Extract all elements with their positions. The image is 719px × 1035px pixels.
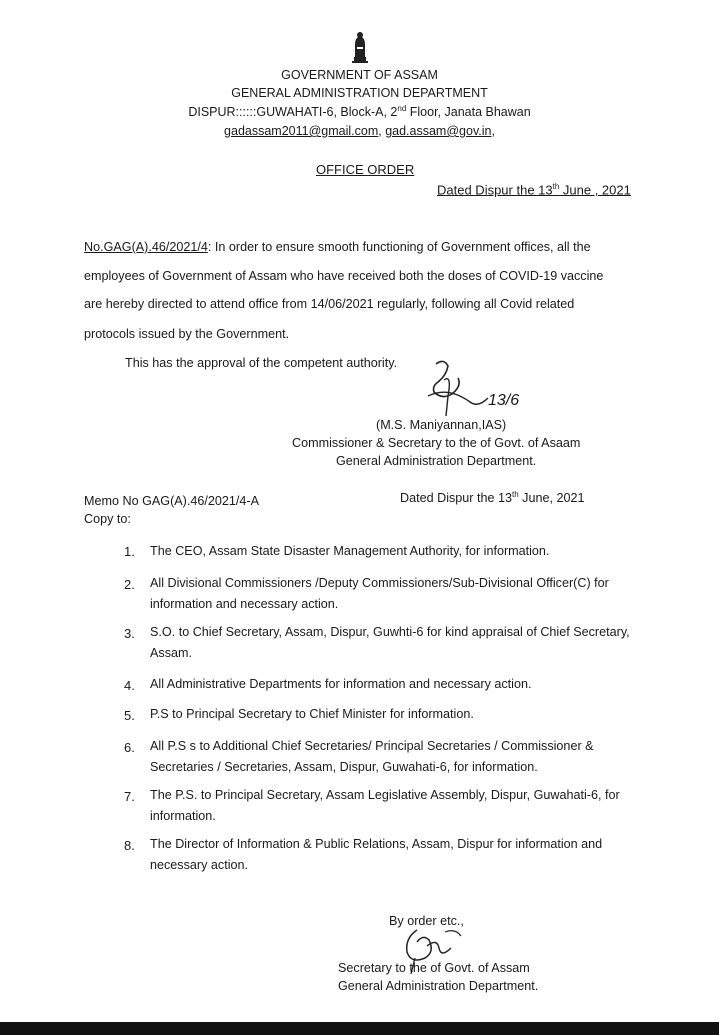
bottom-edge-bar: [0, 1022, 719, 1035]
memo-date: [400, 490, 585, 505]
signatory-department: General Administration Department.: [336, 454, 537, 468]
order-text-1: : In order to ensure smooth functioning of Government offices, all the: [207, 240, 591, 254]
order-body-line-1: [84, 240, 591, 254]
order-date-text: Dated Dispur the 13: [437, 182, 553, 198]
order-date-sup: th: [552, 182, 560, 191]
order-date-suffix: June , 2021: [559, 182, 631, 198]
order-body-line-2: employees of Government of Assam who have received both the doses of COVID-19 vaccine: [84, 269, 604, 283]
email-separator: ,: [378, 124, 386, 138]
list-item-number: 8.: [124, 838, 135, 853]
copy-to-label: Copy to:: [84, 512, 131, 526]
office-order-title: OFFICE ORDER: [316, 162, 415, 177]
list-item: P.S to Principal Secretary to Chief Minister for information.: [150, 707, 474, 721]
address-sup: nd: [397, 104, 407, 113]
signatory-designation: Commissioner & Secretary to the of Govt. of Asaam: [292, 436, 581, 450]
email-line: [0, 124, 719, 138]
list-item: All Divisional Commissioners /Deputy Commissioners/Sub-Divisional Officer(C) for information and necessary action.: [150, 576, 609, 611]
address-line: [0, 104, 719, 119]
memo-date-text: Dated Dispur the 13: [400, 491, 513, 506]
approval-line: This has the approval of the competent authority.: [125, 356, 398, 370]
address-text: DISPUR::::::GUWAHATI-6, Block-A, 2: [188, 105, 398, 120]
footer-department: General Administration Department.: [338, 979, 539, 993]
email-end: ,: [491, 124, 495, 138]
list-item-number: 2.: [124, 577, 135, 592]
email-link-1[interactable]: gadassam2011@gmail.com: [224, 124, 379, 138]
signature-date: 13/6: [488, 392, 520, 409]
memo-number: Memo No GAG(A).46/2021/4-A: [84, 494, 259, 508]
order-body-line-4: protocols issued by the Government.: [84, 327, 290, 341]
list-item-number: 5.: [124, 708, 135, 723]
list-item: The Director of Information & Public Relations, Assam, Dispur for information and necessary action.: [150, 837, 603, 872]
list-item: The P.S. to Principal Secretary, Assam Legislative Assembly, Dispur, Guwahati-6, for information.: [150, 788, 620, 823]
email-link-2[interactable]: gad.assam@gov.in: [385, 124, 492, 138]
department-title: GENERAL ADMINISTRATION DEPARTMENT: [231, 86, 488, 100]
memo-date-suffix: June, 2021: [518, 491, 585, 506]
address-suffix: Floor, Janata Bhawan: [406, 105, 531, 120]
list-item: S.O. to Chief Secretary, Assam, Dispur, Guwhti-6 for kind appraisal of Chief Secretary, Assam.: [150, 625, 630, 660]
order-date: [437, 182, 631, 197]
memo-date-sup: th: [512, 490, 519, 499]
commissioner-signature-icon: [418, 356, 548, 426]
list-item: The CEO, Assam State Disaster Management Authority, for information.: [150, 544, 550, 558]
list-item: All P.S s to Additional Chief Secretaries/ Principal Secretaries / Commissioner & Secretaries / Secretaries, Assam, Dispur, Guwahati-6, for information.: [150, 739, 594, 774]
govt-title: GOVERNMENT OF ASSAM: [281, 68, 438, 82]
order-number: No.GAG(A).46/2021/4: [84, 240, 208, 254]
order-body-line-3: are hereby directed to attend office from 14/06/2021 regularly, following all Covid related: [84, 297, 575, 311]
signatory-name: (M.S. Maniyannan,IAS): [376, 418, 507, 432]
list-item-number: 7.: [124, 789, 135, 804]
by-order-text: By order etc.,: [389, 914, 464, 928]
list-item-number: 1.: [124, 544, 135, 559]
list-item-number: 4.: [124, 678, 135, 693]
list-item-number: 6.: [124, 740, 135, 755]
footer-designation: Secretary to the of Govt. of Assam: [338, 961, 530, 975]
list-item-number: 3.: [124, 626, 135, 641]
state-emblem-icon: [349, 30, 371, 64]
list-item: All Administrative Departments for information and necessary action.: [150, 677, 532, 691]
